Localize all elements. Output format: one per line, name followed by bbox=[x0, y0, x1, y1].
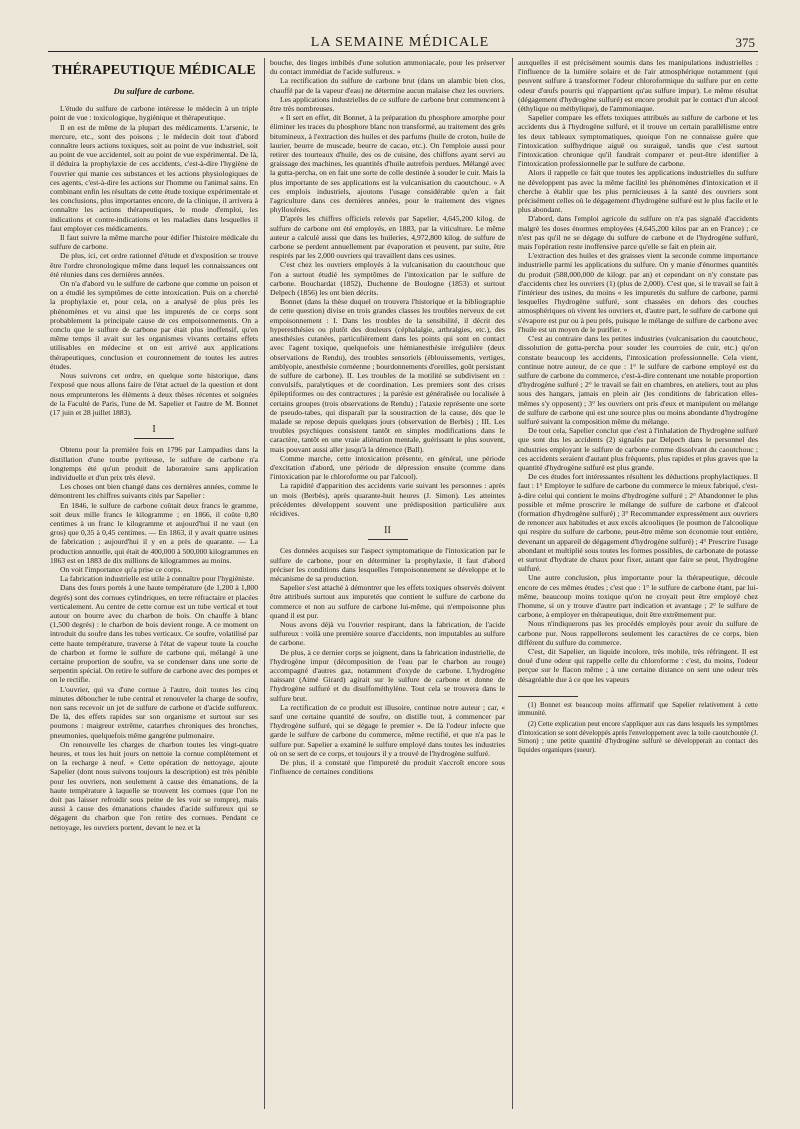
paragraph: Les applications industrielles de ce sulfure de carbone brut commencent à être très nombreuses. bbox=[270, 94, 505, 114]
paragraph: auxquelles il est précisément soumis dans les manipulations industrielles : l'influence de la lumière solaire et de l'air atmosphérique notamment (qui peuvent sulfure à transformer l'odeur chloroformique du sulfure pur en cette odeur d'œufs pourris qui n'appartient qu'au sulfure impur). Le même résultat (dégagement d'hydrogène sulfuré) est encore produit par le contact d'un alcool (éthylique ou méthylique), de l'ammoniaque. bbox=[518, 58, 758, 114]
paragraph: D'après les chiffres officiels relevés par Sapelier, 4,645,200 kilog. de sulfure de carbone ont été employés, en 1883, par la viticulture. Le même auteur a calculé aussi que dans les huileries, 4,972,800 kilog. de sulfure de carbone se perdent annuellement par évaporation et peuvent, par suite, être respirés par les 2,000 ouvriers qui travaillent dans ces usines. bbox=[270, 214, 505, 261]
paragraph: Obtenu pour la première fois en 1796 par Lampadius dans la distillation d'une tourbe pyriteuse, le sulfure de carbone n'a longtemps été qu'un produit de laboratoire sans application individuelle et d'un prix très élevé. bbox=[50, 445, 258, 482]
footnote: (2) Cette explication peut encore s'appliquer aux cas dans lesquels les symptômes d'intoxication se sont développés après l'enveloppement avec la toile caoutchoutée (J. Simon) ; une petite quantité d'hydrogène sulfuré se développerait au contact des liquides organiques (sueur). bbox=[518, 720, 758, 754]
paragraph: De plus, il a constaté que l'impureté du produit s'accroît encore sous l'influence de certaines conditions bbox=[270, 758, 505, 777]
paragraph: C'est au contraire dans les petites industries (vulcanisation du caoutchouc, dissolution de gutta-percha pour souder les courroies de cuir, etc.) qu'on constate beaucoup les accidents, l'intoxication professionnelle. Cela vient, continue notre auteur, de ce que : 1° le sulfure de carbone employé est du sulfure de carbone du commerce, c'est-à-dire contenant une notable proportion d'hydrogène sulfuré ; 2° le travail se fait en chambres, en ateliers, tout au plus sous des hangars, jamais en plein air (les conditions de fabrication elles-mêmes s'y opposent) ; 3° les ouvriers ont pris d'eux et manipulent ou mélange de sulfure de carbone qui est une source plus ou moins abondante d'hydrogène sulfuré suivant la composition même du mélange. bbox=[518, 334, 758, 426]
column-3 bbox=[518, 58, 758, 756]
paragraph: Une autre conclusion, plus importante pour la thérapeutique, découle encore de ces mêmes études ; c'est que : 1° le sulfure de carbone étant, par lui-même, beaucoup moins toxique qu'on ne croyait peut être employé chez l'homme, si on y trouve d'autre part indication et avantage ; 2° le sulfure de carbone, à employer en thérapeutique, doit être extrêmement pur. bbox=[518, 573, 758, 620]
section-number: II bbox=[384, 525, 391, 537]
paragraph: On n'a d'abord vu le sulfure de carbone que comme un poison et on a étudié les symptômes de cette intoxication. Puis on a cherché la prophylaxie et, pour cela, on a analysé de plus près les phénomènes et vu ainsi que les impuretés de ce corps sont probablement la principale cause de ces empoisonnements. On a conclu que le sulfure de carbone par était plus inoffensif, qu'en même temps il avait sur les organismes vivants certains effets utilisables en médecine et on est arrivé aux applications thérapeutiques, conclusion et couronnement de toutes les autres études. bbox=[50, 279, 258, 371]
section-title: THÉRAPEUTIQUE MÉDICALE bbox=[52, 63, 256, 78]
paragraph: Les choses ont bien changé dans ces dernières années, comme le démontrent les chiffres suivants cités par Sapelier : bbox=[50, 482, 258, 501]
article-title: Du sulfure de carbone. bbox=[113, 86, 195, 96]
column-divider bbox=[264, 58, 265, 1109]
footnote-rule bbox=[518, 696, 578, 697]
paragraph: La rectification du sulfure de carbone brut (dans un alambic bien clos, chauffé par de la vapeur d'eau) ne détermine aucun malaise chez les ouvriers. bbox=[270, 76, 505, 95]
column-divider bbox=[512, 58, 513, 1109]
footnote: (1) Bonnet est beaucoup moins affirmatif que Sapelier relativement à cette immunité. bbox=[518, 700, 758, 718]
column-1 bbox=[50, 58, 258, 832]
page-number: 375 bbox=[735, 35, 755, 50]
paragraph: De ces études fort intéressantes résultent les déductions prophylactiques. Il faut : 1° Employer le sulfure de carbone du commerce le mieux fabriqué, c'est-à-dire celui qui contient le moins d'hydrogène sulfuré ; 2° Abandonner le plus possible et même proscrire le mélange de sulfure de carbone et d'alcool (formation d'hydrogène sulfuré) ; 3° Recommander expressément aux ouvriers de renoncer aux habitudes et aux excès alcooliques (le poumon de l'alcoolique qui respire du sulfure de carbone, peut-être même son économie tout entière, devenant un appareil de dégagement d'hydrogène sulfuré) ; 4° Prescrire l'usage abondant et multiplié sous toutes les formes possibles, de carbonate de potasse et surtout d'hydrate de chaux pour fixer, autant que faire se peut, l'hydrogène sulfuré. bbox=[518, 472, 758, 574]
paragraph: En 1846, le sulfure de carbone coûtait deux francs le gramme, soit deux mille francs le kilogramme ; en 1866, il coûte 0,80 centimes à un franc le kilogramme et aujourd'hui il ne vaut (en gros) que 0,35 à 0,45 centimes. — En 1863, il y avait quatre usines de fabrication ; aujourd'hui il y en a près de quarante. — La production annuelle, qui était de 400,000 à 500,000 kilogrammes en 1863 est en 1883 de dix millions de kilogrammes au moins. bbox=[50, 500, 258, 565]
paragraph: On renouvelle les charges de charbon toutes les vingt-quatre heures, et tous les huit jours on nettoie la cornue complètement et on la recharge à neuf. « Cette opération de nettoyage, ajoute Sapelier (dont nous suivons toujours la description) est très pénible pour les ouvriers, non seulement à cause des émanations, de la haute température à laquelle se trouvent les cornues (que l'on ne doit pas laisser refroidir sous peine de les voir se rompre), mais aussi à cause des émanations chaudes d'acide sulfureux qui se dégagent du charbon que l'on retire des cornues. Pendant ce nettoyage, les ouvriers portent, devant le nez et la bbox=[50, 739, 258, 832]
paragraph: C'est chez les ouvriers employés à la vulcanisation du caoutchouc que l'on a surtout étudié les symptômes de l'intoxication par le sulfure de carbone. Bouchardat (1852), Duchenne de Boulogne (1853) et surtout Delpech (1856) les ont bien décrits. bbox=[270, 260, 505, 298]
paragraph: Sapelier s'est attaché à démontrer que les effets toxiques observés doivent être attribués surtout aux impuretés que contient le sulfure de carbone du commerce et non au sulfure de carbone lui-même, qui n'empoisonne plus quand il est pur. bbox=[270, 583, 505, 620]
paragraph: Comme marche, cette intoxication présente, en général, une période d'excitation d'abord, une période de dépression ensuite (comme dans l'intoxication par le chloroforme ou par l'alcool). bbox=[270, 453, 505, 482]
section-rule bbox=[368, 539, 408, 540]
paragraph: C'est, dit Sapelier, un liquide incolore, très mobile, très réfringent. Il est doué d'une odeur qui rappelle celle du chloroforme : c'est, du moins, l'odeur perçue sur le flacon même ; à une certaine distance on sent une odeur très désagréable due à ce que les vapeurs bbox=[518, 647, 758, 684]
paragraph: Nous avons déjà vu l'ouvrier respirant, dans la fabrication, de l'acide sulfureux : voilà une première source d'accidents, non imputables au sulfure de carbone. bbox=[270, 619, 505, 648]
paragraph: « Il sert en effet, dit Bonnet, à la préparation du phosphore amorphe pour éliminer les traces du phosphore blanc non transformé, au traitement des grès bitumineux, à l'extraction des huiles et des parfums (huile de croton, huile de laurier, beurre de muscade, beurre de cacao, etc.). On l'emploie aussi pour retirer des tourteaux d'huile, des os de cuisine, des chiffons ayant servi au graissage des machines, les quantités d'huile autrefois perdues. Mélangé avec la gutta-percha, on en fait une sorte de colle destinée à souder le cuir. Mais la plus importante de ses applications est la vulcanisation du caoutchouc. » A ces emplois industriels, ajoutons l'usage considérable qu'en a fait l'agriculture dans ces dernières années, pour le traitement des vignes phylloxérées. bbox=[270, 113, 505, 215]
paragraph: La fabrication industrielle est utile à connaître pour l'hygiéniste. bbox=[60, 574, 255, 584]
paragraph: Bonnet (dans la thèse duquel on trouvera l'historique et la bibliographie de cette question) divise en trois grandes classes les troubles nerveux de cet empoisonnement : I. Dans les troubles de la sensibilité, il décrit des hyperesthésies ou plutôt des douleurs (céphalalgie, arthralgies, etc.), des anesthésies cutanées, particulièrement dans les points qui sont en contact avec l'agent toxique, quelquefois une hémianesthésie irrégulière (deux observations de Rendu), des troubles sensoriels (éblouissements, vertiges, amblyopie, anesthésie cornéenne ; bourdonnements d'oreilles, goût persistant de sulfure de carbone). II. Les troubles de la motilité se subdivisent en : convulsifs, paralytiques et de coordination. Les premiers sont des crises épileptiformes ou des contractures ; la parésie est généralisée ou localisée à certains groupes (trois observations de Rendu) ; l'ataxie représente une sorte de pseudo-tabes, qui disparaît par la soustraction de la cause, dès que le malade se repose depuis quelques jours (observation de Berbès) ; III. Les troubles psychiques consistent tantôt en simples modifications dans le caractère, tantôt en une vraie aliénation mentale, guérissant le plus souvent, mais pouvant aussi aller jusqu'à la démence (Ball). bbox=[270, 297, 505, 454]
paragraph: Alors il rappelle ce fait que toutes les applications industrielles du sulfure ne développent pas avec la même facilité les phénomènes d'intoxication et il cherche à établir que les plus pernicieuses à la santé des ouvriers sont précisément celles où le dégagement d'hydrogène sulfuré est le plus facile et le plus abondant. bbox=[518, 168, 758, 215]
paragraph: De plus, ici, cet ordre rationnel d'étude et d'exposition se trouve être l'ordre chronologique même dans lequel les connaissances ont été réunies dans ces dernières années. bbox=[50, 251, 258, 279]
paragraph: bouche, des linges imbibés d'une solution ammoniacale, pour les préserver du contact immédiat de l'acide sulfureux. » bbox=[270, 58, 505, 77]
journal-title: LA SEMAINE MÉDICALE bbox=[310, 35, 490, 50]
header-rule bbox=[48, 51, 758, 52]
section-number: I bbox=[152, 424, 156, 436]
paragraph: L'extraction des huiles et des graisses vient la seconde comme importance industrielle parmi les applications du sulfure. On y manie d'énormes quantités du produit (588,000,000 de kilogr. par an) et cependant on n'y constate pas d'accidents chez les ouvriers (1) (plus de 2,000). C'est que, si le travail se fait à l'intérieur des usines, du moins « les impuretés du sulfure de carbone, parmi lesquelles l'hydrogène sulfuré, sont chassées en dehors des couches atmosphériques où vivent les ouvriers et, d'autre part, le sulfure de carbone qui s'évapore est pur ou à peu près, puisque le mélange de sulfure de carbone avec l'huile est un moyen de le purifier. » bbox=[518, 251, 758, 334]
paragraph: Ces données acquises sur l'aspect symptomatique de l'intoxication par le sulfure de carbone, pour en déterminer la prophylaxie, il faut d'abord préciser les conditions dans lesquelles l'empoisonnement se développe et le mécanisme de sa production. bbox=[270, 546, 505, 583]
paragraph: Nous n'indiquerons pas les procédés employés pour avoir du sulfure de carbone pur. Nous rappellerons seulement les caractères de ce corps, bien différent du sulfure du commerce. bbox=[518, 619, 758, 647]
paragraph: Sapelier compare les effets toxiques attribués au sulfure de carbone et les accidents dus à l'hydrogène sulfuré, et il trouve un certain parallélisme entre les deux tableaux symptomatiques, quoique l'on ne connaisse guère que l'intoxication sulfhydrique aiguë ou suraiguë, tandis que c'est surtout l'intoxication chronique qu'il faudrait comparer et peut-être identifier à l'intoxication professionnelle par le sulfure de carbone. bbox=[518, 113, 758, 169]
paragraph: De tout cela, Sapelier conclut que c'est à l'inhalation de l'hydrogène sulfuré que sont dus les accidents (2) signalés par Delpech dans le personnel des industries employant le sulfure de carbone comme dissolvant du caoutchouc ; ces accidents seraient d'autant plus fréquents, plus rapides et plus graves que la quantité d'hydrogène sulfuré est plus grande. bbox=[518, 426, 758, 472]
column-2 bbox=[270, 58, 505, 776]
paragraph: Il en est de même de la plupart des médicaments. L'arsenic, le mercure, etc., sont des poisons ; le médecin doit tout d'abord connaître leurs actions toxiques, soit au point de vue industriel, soit au point de vue accidentel, soit au point de vue expérimental. De là, il déduira la prophylaxie de ces accidents, c'est-à-dire l'hygiène de l'ouvrier qui manie ces substances et les actions physiologiques de ces agents, c'est-à-dire les actions sur l'homme ou l'animal sains. En combinant enfin les résultats de cette étude toxique expérimentale et les conclusions, plus importantes encore, de la clinique, il arrivera à connaître les actions thérapeutiques, le mode d'emploi, les indications et contre-indications et les maladies dans lesquelles il faut employer ces médicaments. bbox=[50, 122, 258, 233]
paragraph: Nous suivrons cet ordre, en quelque sorte historique, dans l'exposé que nous allons faire de l'état actuel de la question et dont nous emprunterons les éléments à deux thèses récentes et soignées de la Faculté de Paris, l'une de M. Sapelier et l'autre de M. Bonnet (17 juin et 28 juillet 1883). bbox=[50, 371, 258, 417]
paragraph: On voit l'importance qu'a prise ce corps. bbox=[60, 564, 183, 574]
section-rule bbox=[134, 438, 174, 439]
paragraph: Dans des fours portés à une haute température (de 1,200 à 1,800 degrés) sont des cornues cylindriques, en terre réfractaire et placées verticalement. Au centre de cette cornue est un tube vertical et tout autour on bourre avec du charbon de bois. On chauffe à blanc (1,500 degrés) : le charbon de bois devient rouge. A ce moment on introduit du soufre dans les tubes verticaux. Ce soufre, volatilisé par cette haute température, traverse à l'état de vapeur toute la couche de charbon et forme le sulfure de carbone qui, mélangé à une certaine proportion de soufre, va se condenser dans une sorte de serpentin spécial. On retire le sulfure de carbone avec des pompes et on le rectifie. bbox=[50, 583, 258, 685]
paragraph: L'ouvrier, qui va d'une cornue à l'autre, doit toutes les cinq minutes déboucher le tube central et renouveler la charge de soufre, non sans recevoir un jet de sulfure de carbone et d'acide sulfureux. De là, des effets rapides sur son organisme et surtout sur ses poumons : maigreur extrême, catarrhes chroniques des bronches, pneumonies, quelquefois même gangrène pulmonaire. bbox=[50, 684, 258, 740]
paragraph: Il faut suivre la même marche pour édifier l'histoire médicale du sulfure de carbone. bbox=[50, 233, 258, 252]
paragraph: L'étude du sulfure de carbone intéresse le médecin à un triple point de vue : toxicologique, hygiénique et thérapeutique. bbox=[50, 104, 258, 123]
paragraph: D'abord, dans l'emploi agricole du sulfure on n'a pas signalé d'accidents malgré les doses énormes employées (4,645,200 kilos par an en France) ; ce n'est pas qu'il ne se dégage du sulfure de carbone et de l'hydrogène sulfuré, mais l'opération reste inoffensive parce qu'elle se fait en plein air. bbox=[518, 214, 758, 252]
paragraph: La rapidité d'apparition des accidents varie suivant les personnes : après un mois (Berbès), après quarante-huit heures (J. Simon). Les atteintes précédentes développent souvent une prédisposition particulière aux récidives. bbox=[270, 481, 505, 518]
paragraph: La rectification de ce produit est illusoire, continue notre auteur ; car, « sauf une certaine quantité de soufre, on distille tout, à commencer par l'hydrogène sulfuré, qui se dégage le premier ». De là l'odeur infecte que garde le sulfure de carbone du commerce, même rectifié, et que n'a pas le sulfure pur. Sapelier a examiné le sulfure employé dans toutes les industries où on se sert de ce corps, et toujours il y a trouvé de l'hydrogène sulfuré. bbox=[270, 702, 505, 758]
paragraph: De plus, à ce dernier corps se joignent, dans la fabrication industrielle, de l'hydrogène impur (décomposition de l'eau par le charbon au rouge) accompagné d'autres gaz, notamment d'oxyde de carbone. L'hydrogène naissant (Aimé Girard) agirait sur le sulfure de carbone et donne de l'hydrogène sulfuré et du disulfométhylène. Tout cela se trouvera dans le sulfure brut. bbox=[270, 647, 505, 703]
